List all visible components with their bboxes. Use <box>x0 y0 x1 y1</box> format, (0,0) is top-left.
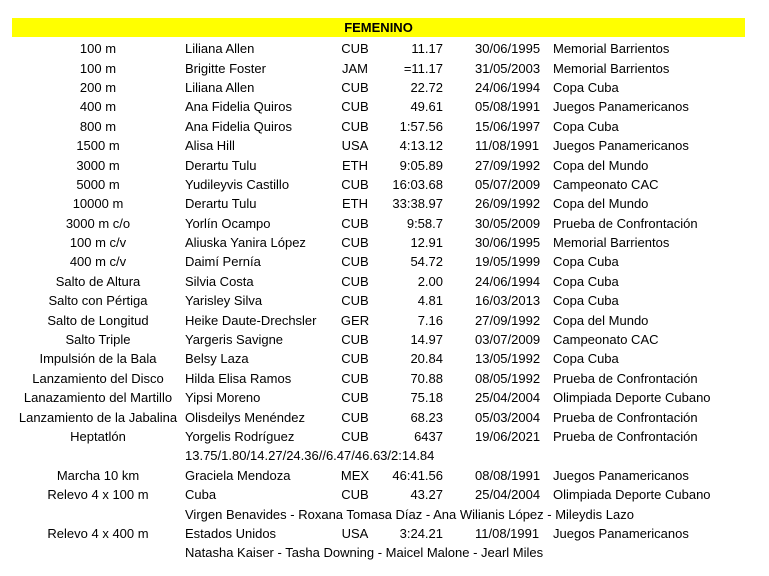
table-row <box>12 214 745 233</box>
country-cell: CUB <box>341 176 369 192</box>
country-cell: CUB <box>341 351 369 367</box>
country-cell: ETH <box>342 157 368 173</box>
date-cell: 27/09/1992 <box>475 312 541 328</box>
table-detail-row <box>12 446 745 465</box>
date-cell: 19/06/2021 <box>475 429 541 444</box>
mark-cell: 4:13.12 <box>399 138 443 154</box>
date-cell: 26/09/1992 <box>475 196 541 212</box>
records-table <box>12 39 745 563</box>
athlete-cell: Liliana Allen <box>185 41 255 57</box>
country-cell: JAM <box>342 60 368 76</box>
country-cell: CUB <box>341 390 369 406</box>
country-cell: CUB <box>341 215 369 231</box>
date-cell: 19/05/1999 <box>475 254 541 270</box>
event-cell: Lanzamiento del Disco <box>32 370 164 386</box>
table-title-bar <box>12 18 745 37</box>
mark-cell: 1:57.56 <box>399 118 443 134</box>
athlete-cell: Brigitte Foster <box>185 60 266 76</box>
athlete-cell: Yudileyvis Castillo <box>185 176 290 192</box>
table-row <box>12 369 745 388</box>
event-cell: 100 m c/v <box>69 235 127 251</box>
athlete-cell: Daimí Pernía <box>185 254 261 270</box>
table-row <box>12 272 745 291</box>
event-cell: 400 m <box>79 99 117 115</box>
event-cell: Lanzamiento de la Jabalina <box>18 409 178 425</box>
table-row <box>12 97 745 116</box>
mark-cell: 68.23 <box>410 409 443 425</box>
table-row <box>12 233 745 252</box>
competition-cell: Memorial Barrientos <box>553 235 670 251</box>
date-cell: 27/09/1992 <box>475 157 541 173</box>
athlete-cell: Cuba <box>185 487 217 503</box>
athlete-cell: Estados Unidos <box>185 525 277 541</box>
event-cell: 100 m <box>79 41 117 57</box>
date-cell: 05/03/2004 <box>475 409 541 425</box>
table-row <box>12 485 745 504</box>
athlete-cell: Derartu Tulu <box>185 196 257 212</box>
date-cell: 08/08/1991 <box>475 467 541 483</box>
detail-cell: Natasha Kaiser - Tasha Downing - Maicel Malone - Jearl Miles <box>185 545 544 561</box>
country-cell: USA <box>341 138 369 154</box>
mark-cell: 9:58.7 <box>406 215 443 231</box>
detail-cell: 13.75/1.80/14.27/24.36//6.47/46.63/2:14.84 <box>185 448 435 464</box>
competition-cell: Juegos Panamericanos <box>553 99 689 115</box>
country-cell: CUB <box>341 370 369 386</box>
athlete-cell: Belsy Laza <box>185 351 249 367</box>
event-cell: Marcha 10 km <box>56 467 140 483</box>
athlete-cell: Yorlín Ocampo <box>185 215 271 231</box>
competition-cell: Copa Cuba <box>553 351 619 367</box>
competition-cell: Campeonato CAC <box>553 176 659 192</box>
date-cell: 24/06/1994 <box>475 79 541 95</box>
mark-cell: 20.84 <box>410 351 443 367</box>
date-cell: 31/05/2003 <box>475 60 541 76</box>
date-cell: 11/08/1991 <box>475 525 540 541</box>
mark-cell: 46:41.56 <box>392 467 443 483</box>
event-cell: Salto con Pértiga <box>48 293 148 309</box>
table-row <box>12 175 745 194</box>
event-cell: Impulsión de la Bala <box>39 351 157 367</box>
date-cell: 05/07/2009 <box>475 176 541 192</box>
event-cell: 1500 m <box>76 138 120 154</box>
competition-cell: Memorial Barrientos <box>553 41 670 57</box>
mark-cell: =11.17 <box>403 60 443 76</box>
event-cell: Relevo 4 x 100 m <box>47 487 149 503</box>
date-cell: 16/03/2013 <box>475 293 541 309</box>
event-cell: Salto de Altura <box>55 273 141 289</box>
athlete-cell: Silvia Costa <box>185 273 254 289</box>
date-cell: 30/06/1995 <box>475 41 541 57</box>
event-cell: 3000 m <box>76 157 120 173</box>
athlete-cell: Aliuska Yanira López <box>185 235 306 251</box>
mark-cell: 22.72 <box>410 79 443 95</box>
table-row <box>12 155 745 174</box>
mark-cell: 9:05.89 <box>399 157 443 173</box>
athlete-cell: Ana Fidelia Quiros <box>185 99 292 115</box>
country-cell: CUB <box>341 118 369 134</box>
competition-cell: Prueba de Confrontación <box>553 429 698 444</box>
event-cell: 3000 m c/o <box>65 215 131 231</box>
date-cell: 24/06/1994 <box>475 273 541 289</box>
competition-cell: Copa del Mundo <box>553 312 649 328</box>
table-row <box>12 117 745 136</box>
table-row <box>12 310 745 329</box>
athlete-cell: Alisa Hill <box>185 138 235 154</box>
country-cell: MEX <box>340 467 370 483</box>
records-page <box>12 18 745 563</box>
athlete-cell: Yorgelis Rodríguez <box>185 429 295 444</box>
table-row <box>12 78 745 97</box>
mark-cell: 33:38.97 <box>392 196 443 212</box>
event-cell: Relevo 4 x 400 m <box>47 525 149 541</box>
competition-cell: Copa del Mundo <box>553 157 649 173</box>
table-row <box>12 466 745 485</box>
country-cell: USA <box>341 525 369 541</box>
mark-cell: 6437 <box>414 429 443 444</box>
athlete-cell: Heike Daute-Drechsler <box>185 312 317 328</box>
athlete-cell: Yargeris Savigne <box>185 332 284 348</box>
athlete-cell: Derartu Tulu <box>185 157 257 173</box>
table-row <box>12 524 745 543</box>
date-cell: 03/07/2009 <box>475 332 541 348</box>
date-cell: 08/05/1992 <box>475 370 541 386</box>
date-cell: 30/06/1995 <box>475 235 541 251</box>
event-cell: Salto Triple <box>65 332 131 348</box>
date-cell: 11/08/1991 <box>475 138 540 154</box>
event-cell: 400 m c/v <box>69 254 127 270</box>
table-row <box>12 58 745 77</box>
competition-cell: Olimpiada Deporte Cubano <box>553 487 711 503</box>
event-cell: 10000 m <box>72 196 124 212</box>
table-row <box>12 427 745 446</box>
competition-cell: Copa Cuba <box>553 79 619 95</box>
competition-cell: Juegos Panamericanos <box>553 525 689 541</box>
table-title: FEMENINO <box>344 20 413 35</box>
competition-cell: Olimpiada Deporte Cubano <box>553 390 711 406</box>
mark-cell: 7.16 <box>417 312 443 328</box>
mark-cell: 70.88 <box>410 370 443 386</box>
date-cell: 15/06/1997 <box>475 118 541 134</box>
event-cell: Salto de Longitud <box>47 312 149 328</box>
country-cell: CUB <box>341 487 369 503</box>
athlete-cell: Liliana Allen <box>185 79 255 95</box>
mark-cell: 75.18 <box>410 390 443 406</box>
date-cell: 13/05/1992 <box>475 351 541 367</box>
competition-cell: Juegos Panamericanos <box>553 138 689 154</box>
mark-cell: 49.61 <box>410 99 443 115</box>
country-cell: CUB <box>341 235 369 251</box>
event-cell: Lanazamiento del Martillo <box>23 390 173 406</box>
table-row <box>12 194 745 213</box>
competition-cell: Prueba de Confrontación <box>553 370 698 386</box>
competition-cell: Copa Cuba <box>553 273 619 289</box>
competition-cell: Copa Cuba <box>553 118 619 134</box>
country-cell: CUB <box>341 79 369 95</box>
mark-cell: 14.97 <box>410 332 443 348</box>
event-cell: 800 m <box>79 118 117 134</box>
country-cell: CUB <box>341 41 369 57</box>
athlete-cell: Olisdeilys Menéndez <box>185 409 305 425</box>
date-cell: 30/05/2009 <box>475 215 541 231</box>
detail-cell: Virgen Benavides - Roxana Tomasa Díaz - Ana Wilianis López - Mileydis Lazo <box>185 506 634 522</box>
athlete-cell: Ana Fidelia Quiros <box>185 118 292 134</box>
country-cell: CUB <box>341 273 369 289</box>
table-detail-row <box>12 543 745 562</box>
table-row <box>12 349 745 368</box>
table-detail-row <box>12 504 745 523</box>
date-cell: 25/04/2004 <box>475 487 541 503</box>
table-row <box>12 388 745 407</box>
mark-cell: 11.17 <box>411 41 443 57</box>
event-cell: 100 m <box>79 60 117 76</box>
competition-cell: Prueba de Confrontación <box>553 215 698 231</box>
table-row <box>12 330 745 349</box>
competition-cell: Campeonato CAC <box>553 332 659 348</box>
athlete-cell: Hilda Elisa Ramos <box>185 370 292 386</box>
mark-cell: 16:03.68 <box>392 176 443 192</box>
competition-cell: Copa Cuba <box>553 293 619 309</box>
country-cell: GER <box>340 312 370 328</box>
competition-cell: Juegos Panamericanos <box>553 467 689 483</box>
country-cell: CUB <box>341 332 369 348</box>
mark-cell: 43.27 <box>410 487 443 503</box>
country-cell: CUB <box>341 293 369 309</box>
country-cell: ETH <box>342 196 368 212</box>
country-cell: CUB <box>341 409 369 425</box>
table-row <box>12 136 745 155</box>
country-cell: CUB <box>341 429 369 444</box>
table-row <box>12 252 745 271</box>
mark-cell: 54.72 <box>410 254 443 270</box>
mark-cell: 3:24.21 <box>399 525 443 541</box>
competition-cell: Copa Cuba <box>553 254 619 270</box>
competition-cell: Prueba de Confrontación <box>553 409 698 425</box>
athlete-cell: Yipsi Moreno <box>185 390 261 406</box>
date-cell: 25/04/2004 <box>475 390 541 406</box>
table-row <box>12 407 745 426</box>
event-cell: Heptatlón <box>70 429 126 444</box>
date-cell: 05/08/1991 <box>475 99 541 115</box>
event-cell: 5000 m <box>76 176 120 192</box>
mark-cell: 4.81 <box>417 293 443 309</box>
table-row <box>12 39 745 58</box>
athlete-cell: Yarisley Silva <box>185 293 263 309</box>
competition-cell: Memorial Barrientos <box>553 60 670 76</box>
event-cell: 200 m <box>79 79 117 95</box>
country-cell: CUB <box>341 99 369 115</box>
athlete-cell: Graciela Mendoza <box>185 467 291 483</box>
table-row <box>12 291 745 310</box>
mark-cell: 2.00 <box>417 273 443 289</box>
competition-cell: Copa del Mundo <box>553 196 649 212</box>
mark-cell: 12.91 <box>410 235 443 251</box>
country-cell: CUB <box>341 254 369 270</box>
